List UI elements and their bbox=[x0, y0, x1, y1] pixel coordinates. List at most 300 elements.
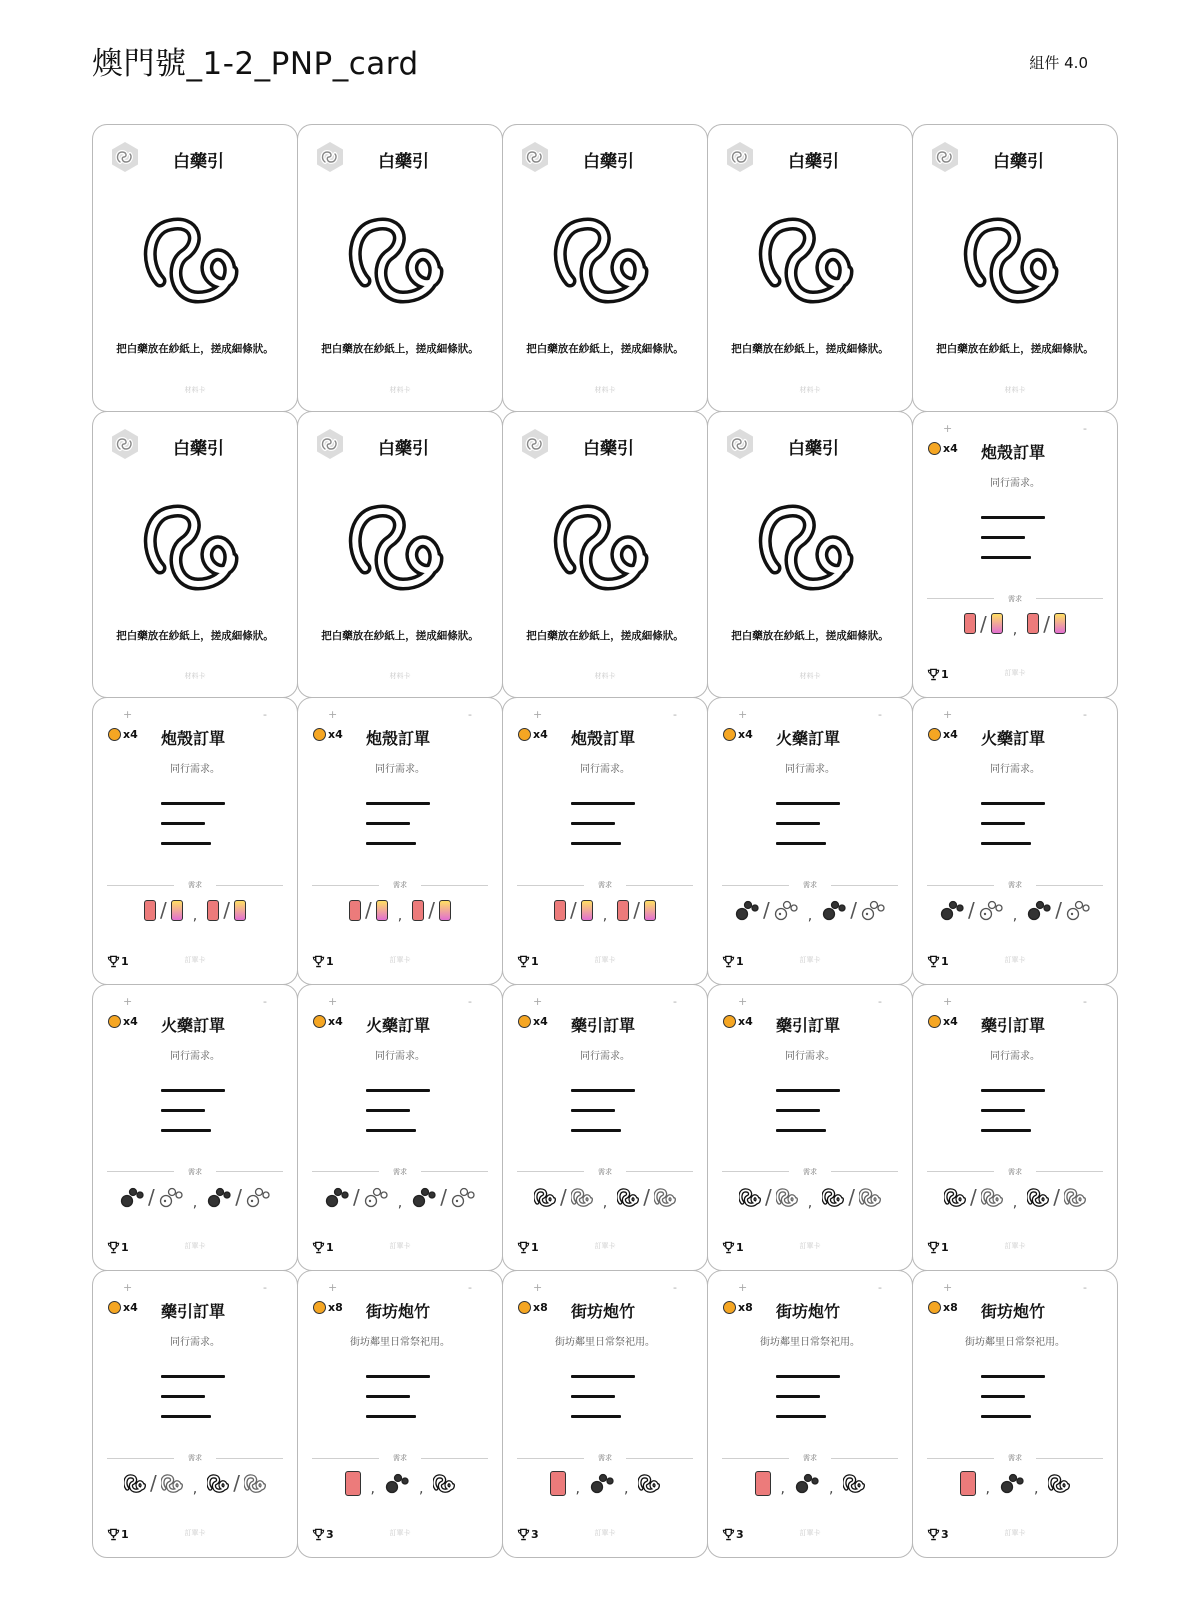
trophy-count: 1 bbox=[941, 668, 949, 682]
card-type-label: 材料卡 bbox=[799, 385, 821, 394]
coin-count: x4 bbox=[123, 1014, 138, 1028]
card-type-label: 材料卡 bbox=[1004, 385, 1026, 394]
requirement-label: 需求 bbox=[1008, 1454, 1022, 1463]
slash-separator: / bbox=[763, 898, 770, 923]
coin-icon bbox=[928, 728, 941, 741]
coin-reward bbox=[723, 1015, 753, 1028]
comma-separator: , bbox=[807, 908, 813, 925]
slash-separator: / bbox=[1055, 898, 1062, 923]
slash-separator: / bbox=[765, 1184, 772, 1209]
order-card bbox=[92, 697, 298, 985]
plus-mark: + bbox=[943, 421, 953, 435]
red-shell-icon bbox=[550, 1471, 566, 1496]
powder-outline-icon bbox=[1066, 899, 1090, 921]
requirement-icons bbox=[93, 896, 297, 924]
card-type-label: 訂單卡 bbox=[594, 1242, 616, 1251]
powder-outline-icon bbox=[861, 899, 885, 921]
coin-reward bbox=[723, 1301, 753, 1314]
card-type-label: 訂單卡 bbox=[184, 1529, 206, 1537]
order-text-lines-icon bbox=[776, 1089, 840, 1133]
trophy-count: 1 bbox=[326, 954, 334, 968]
red-shell-icon bbox=[554, 900, 566, 921]
order-subtitle: 街坊鄰里日常祭祀用。 bbox=[760, 1337, 860, 1349]
material-badge-icon bbox=[314, 428, 346, 460]
requirement-divider bbox=[927, 594, 1103, 604]
material-description: 把白藥放在紗紙上，搓成細條狀。 bbox=[936, 343, 1094, 355]
red-shell-icon bbox=[144, 900, 156, 921]
order-subtitle: 同行需求。 bbox=[170, 1050, 220, 1062]
order-title: 藥引訂單 bbox=[161, 1302, 226, 1322]
comma-separator: , bbox=[370, 1481, 375, 1498]
material-description: 把白藥放在紗紙上，搓成細條狀。 bbox=[116, 343, 274, 355]
minus-mark: - bbox=[263, 708, 267, 722]
order-title: 火藥訂單 bbox=[161, 1015, 226, 1035]
order-title: 炮殼訂單 bbox=[981, 442, 1046, 462]
requirement-label: 需求 bbox=[1008, 881, 1022, 890]
order-card bbox=[502, 697, 708, 985]
coin-reward bbox=[108, 1015, 138, 1028]
requirement-label: 需求 bbox=[598, 881, 612, 890]
requirement-label: 需求 bbox=[393, 1167, 407, 1176]
requirement-divider bbox=[927, 880, 1103, 890]
order-text-lines-icon bbox=[981, 1089, 1045, 1133]
red-shell-icon bbox=[617, 900, 629, 921]
material-title: 白藥引 bbox=[583, 438, 634, 459]
card-type-label: 訂單卡 bbox=[799, 955, 821, 964]
material-description: 把白藥放在紗紙上，搓成細條狀。 bbox=[116, 629, 274, 642]
coin-reward bbox=[313, 728, 343, 741]
coin-count: x4 bbox=[943, 441, 958, 455]
comma-separator: , bbox=[1012, 621, 1018, 638]
requirement-icons bbox=[93, 1469, 297, 1497]
coin-count: x4 bbox=[328, 1014, 343, 1028]
powder-outline-icon bbox=[364, 1186, 388, 1208]
requirement-icons bbox=[503, 896, 707, 924]
powder-icon bbox=[385, 1472, 409, 1494]
minus-mark: - bbox=[468, 994, 472, 1008]
coin-count: x4 bbox=[123, 728, 138, 742]
coin-icon bbox=[928, 442, 941, 455]
coin-reward bbox=[928, 1301, 958, 1314]
slash-separator: / bbox=[968, 898, 975, 923]
material-card bbox=[707, 411, 913, 699]
requirement-icons bbox=[503, 1469, 707, 1497]
minus-mark: - bbox=[1083, 421, 1087, 435]
material-title: 白藥引 bbox=[173, 152, 224, 172]
requirement-label: 需求 bbox=[803, 1167, 817, 1176]
red-shell-icon bbox=[345, 1471, 361, 1496]
material-badge-icon bbox=[724, 141, 756, 173]
order-card bbox=[707, 697, 913, 985]
coin-icon bbox=[313, 728, 326, 741]
red-shell-icon bbox=[755, 1471, 771, 1496]
trophy-count: 1 bbox=[121, 1528, 129, 1541]
minus-mark: - bbox=[468, 708, 472, 722]
slash-separator: / bbox=[148, 1184, 155, 1209]
comma-separator: , bbox=[1012, 1194, 1018, 1211]
order-title: 炮殼訂單 bbox=[161, 729, 226, 749]
order-subtitle: 同行需求。 bbox=[375, 764, 425, 776]
minus-mark: - bbox=[468, 1281, 472, 1295]
gradient-shell-icon bbox=[644, 900, 656, 921]
card-type-label: 訂單卡 bbox=[1004, 669, 1026, 678]
material-title: 白藥引 bbox=[378, 152, 429, 172]
material-badge-icon bbox=[109, 141, 141, 173]
material-badge-icon bbox=[929, 141, 961, 173]
material-card bbox=[707, 124, 913, 412]
fuse-icon bbox=[550, 205, 660, 315]
requirement-icons bbox=[708, 1469, 912, 1497]
powder-outline-icon bbox=[774, 899, 798, 921]
comma-separator: , bbox=[624, 1481, 629, 1498]
powder-icon bbox=[325, 1186, 349, 1208]
coin-reward bbox=[518, 1301, 548, 1314]
slash-separator: / bbox=[428, 898, 435, 923]
trophy-count: 1 bbox=[531, 1241, 539, 1255]
order-card bbox=[502, 1270, 708, 1558]
material-description: 把白藥放在紗紙上，搓成細條狀。 bbox=[526, 629, 684, 642]
order-text-lines-icon bbox=[981, 1375, 1045, 1419]
coin-reward bbox=[313, 1301, 343, 1314]
material-badge-icon bbox=[109, 428, 141, 460]
trophy-count: 3 bbox=[326, 1528, 334, 1541]
order-title: 藥引訂單 bbox=[981, 1015, 1046, 1035]
material-title: 白藥引 bbox=[378, 438, 429, 459]
requirement-divider bbox=[927, 1453, 1103, 1463]
plus-mark: + bbox=[738, 994, 748, 1008]
order-text-lines-icon bbox=[161, 1375, 225, 1419]
material-badge-icon bbox=[519, 141, 551, 173]
order-card bbox=[912, 984, 1118, 1272]
gradient-shell-icon bbox=[234, 900, 246, 921]
coin-count: x4 bbox=[123, 1301, 138, 1315]
gradient-shell-icon bbox=[581, 900, 593, 921]
material-description: 把白藥放在紗紙上，搓成細條狀。 bbox=[321, 629, 479, 642]
trophy-count: 3 bbox=[941, 1528, 949, 1541]
requirement-icons bbox=[503, 1183, 707, 1211]
plus-mark: + bbox=[123, 994, 133, 1008]
coin-reward bbox=[723, 728, 753, 741]
order-text-lines-icon bbox=[366, 1375, 430, 1419]
requirement-icons bbox=[298, 1183, 502, 1211]
slash-separator: / bbox=[980, 611, 987, 636]
plus-mark: + bbox=[533, 994, 543, 1008]
red-shell-icon bbox=[964, 613, 976, 634]
slash-separator: / bbox=[848, 1184, 855, 1209]
coin-reward bbox=[518, 1015, 548, 1028]
red-shell-icon bbox=[960, 1471, 976, 1496]
minus-mark: - bbox=[263, 994, 267, 1008]
material-description: 把白藥放在紗紙上，搓成細條狀。 bbox=[731, 629, 889, 642]
order-title: 藥引訂單 bbox=[776, 1015, 841, 1035]
requirement-label: 需求 bbox=[1008, 594, 1022, 603]
order-card bbox=[502, 984, 708, 1272]
plus-mark: + bbox=[328, 994, 338, 1008]
material-title: 白藥引 bbox=[788, 152, 839, 172]
trophy-count: 1 bbox=[121, 954, 129, 968]
trophy-count: 3 bbox=[736, 1528, 744, 1541]
plus-mark: + bbox=[533, 708, 543, 722]
slash-separator: / bbox=[365, 898, 372, 923]
comma-separator: , bbox=[1012, 908, 1018, 925]
plus-mark: + bbox=[123, 708, 133, 722]
order-card bbox=[92, 984, 298, 1272]
minus-mark: - bbox=[878, 994, 882, 1008]
coin-count: x8 bbox=[328, 1301, 343, 1315]
card-type-label: 訂單卡 bbox=[799, 1242, 821, 1251]
requirement-label: 需求 bbox=[803, 881, 817, 890]
component-version: 組件 4.0 bbox=[1029, 54, 1088, 72]
red-shell-icon bbox=[412, 900, 424, 921]
gradient-shell-icon bbox=[1054, 613, 1066, 634]
fuse-icon bbox=[1027, 1186, 1049, 1208]
order-subtitle: 同行需求。 bbox=[785, 1050, 835, 1062]
order-text-lines-icon bbox=[571, 1089, 635, 1133]
gradient-shell-icon bbox=[171, 900, 183, 921]
slash-separator: / bbox=[850, 898, 857, 923]
fuse-icon bbox=[1048, 1472, 1070, 1494]
fuse-outline-icon bbox=[654, 1186, 676, 1208]
powder-icon bbox=[412, 1186, 436, 1208]
material-description: 把白藥放在紗紙上，搓成細條狀。 bbox=[731, 343, 889, 355]
powder-outline-icon bbox=[159, 1186, 183, 1208]
coin-icon bbox=[723, 1015, 736, 1028]
order-card bbox=[297, 984, 503, 1272]
comma-separator: , bbox=[192, 908, 198, 925]
requirement-divider bbox=[927, 1167, 1103, 1177]
requirement-divider bbox=[107, 1167, 283, 1177]
gradient-shell-icon bbox=[439, 900, 451, 921]
order-title: 藥引訂單 bbox=[571, 1015, 636, 1035]
order-text-lines-icon bbox=[161, 802, 225, 846]
card-type-label: 材料卡 bbox=[184, 672, 206, 681]
coin-icon bbox=[313, 1015, 326, 1028]
card-type-label: 訂單卡 bbox=[184, 955, 206, 964]
slash-separator: / bbox=[223, 898, 230, 923]
fuse-icon bbox=[345, 492, 455, 602]
coin-reward bbox=[928, 728, 958, 741]
requirement-label: 需求 bbox=[188, 1454, 202, 1463]
red-shell-icon bbox=[207, 900, 219, 921]
coin-icon bbox=[928, 1301, 941, 1314]
fuse-icon bbox=[843, 1472, 865, 1494]
coin-icon bbox=[518, 1301, 531, 1314]
material-badge-icon bbox=[314, 141, 346, 173]
requirement-icons bbox=[708, 896, 912, 924]
slash-separator: / bbox=[1043, 611, 1050, 636]
powder-icon bbox=[120, 1186, 144, 1208]
card-type-label: 材料卡 bbox=[594, 385, 616, 394]
order-subtitle: 街坊鄰里日常祭祀用。 bbox=[350, 1337, 450, 1349]
trophy-count: 1 bbox=[736, 1241, 744, 1255]
comma-separator: , bbox=[575, 1481, 580, 1498]
order-title: 炮殼訂單 bbox=[366, 729, 431, 749]
order-title: 街坊炮竹 bbox=[981, 1302, 1046, 1322]
requirement-icons bbox=[913, 896, 1117, 924]
slash-separator: / bbox=[1053, 1184, 1060, 1209]
material-card bbox=[912, 124, 1118, 412]
fuse-outline-icon bbox=[1064, 1186, 1086, 1208]
comma-separator: , bbox=[780, 1481, 785, 1498]
card-type-label: 訂單卡 bbox=[594, 1529, 616, 1537]
card-type-label: 訂單卡 bbox=[799, 1529, 821, 1537]
order-card bbox=[912, 1270, 1118, 1558]
order-text-lines-icon bbox=[161, 1089, 225, 1133]
requirement-label: 需求 bbox=[598, 1167, 612, 1176]
card-type-label: 訂單卡 bbox=[184, 1242, 206, 1251]
requirement-label: 需求 bbox=[1008, 1167, 1022, 1176]
coin-reward bbox=[313, 1015, 343, 1028]
order-card bbox=[707, 984, 913, 1272]
requirement-divider bbox=[722, 1167, 898, 1177]
material-card bbox=[297, 124, 503, 412]
powder-icon bbox=[1000, 1472, 1024, 1494]
order-title: 火藥訂單 bbox=[981, 729, 1046, 749]
slash-separator: / bbox=[570, 898, 577, 923]
card-type-label: 材料卡 bbox=[184, 385, 206, 394]
order-subtitle: 同行需求。 bbox=[170, 1337, 220, 1349]
card-type-label: 材料卡 bbox=[389, 672, 411, 681]
fuse-outline-icon bbox=[981, 1186, 1003, 1208]
fuse-icon bbox=[550, 492, 660, 602]
requirement-icons bbox=[298, 896, 502, 924]
order-subtitle: 同行需求。 bbox=[170, 764, 220, 776]
fuse-outline-icon bbox=[776, 1186, 798, 1208]
fuse-outline-icon bbox=[244, 1472, 266, 1494]
order-title: 火藥訂單 bbox=[366, 1015, 431, 1035]
material-description: 把白藥放在紗紙上，搓成細條狀。 bbox=[526, 343, 684, 355]
coin-reward bbox=[108, 1301, 138, 1314]
fuse-icon bbox=[944, 1186, 966, 1208]
coin-count: x4 bbox=[738, 1014, 753, 1028]
card-type-label: 訂單卡 bbox=[1004, 955, 1026, 964]
minus-mark: - bbox=[1083, 1281, 1087, 1295]
coin-count: x4 bbox=[328, 728, 343, 742]
coin-icon bbox=[723, 728, 736, 741]
material-card bbox=[92, 124, 298, 412]
minus-mark: - bbox=[673, 994, 677, 1008]
material-title: 白藥引 bbox=[583, 152, 634, 172]
coin-count: x8 bbox=[943, 1301, 958, 1315]
gradient-shell-icon bbox=[376, 900, 388, 921]
coin-icon bbox=[928, 1015, 941, 1028]
fuse-icon bbox=[433, 1472, 455, 1494]
requirement-icons bbox=[913, 1469, 1117, 1497]
minus-mark: - bbox=[1083, 994, 1087, 1008]
minus-mark: - bbox=[878, 708, 882, 722]
coin-icon bbox=[108, 1015, 121, 1028]
comma-separator: , bbox=[602, 908, 608, 925]
fuse-outline-icon bbox=[571, 1186, 593, 1208]
trophy-count: 3 bbox=[531, 1528, 539, 1541]
fuse-icon bbox=[638, 1472, 660, 1494]
coin-count: x8 bbox=[738, 1301, 753, 1315]
coin-icon bbox=[313, 1301, 326, 1314]
order-text-lines-icon bbox=[776, 802, 840, 846]
requirement-label: 需求 bbox=[188, 881, 202, 890]
requirement-icons bbox=[93, 1183, 297, 1211]
requirement-label: 需求 bbox=[393, 1454, 407, 1463]
slash-separator: / bbox=[440, 1184, 447, 1209]
fuse-icon bbox=[140, 205, 250, 315]
order-subtitle: 街坊鄰里日常祭祀用。 bbox=[555, 1337, 655, 1349]
order-subtitle: 同行需求。 bbox=[785, 764, 835, 776]
material-card bbox=[502, 124, 708, 412]
material-title: 白藥引 bbox=[788, 438, 839, 459]
slash-separator: / bbox=[160, 898, 167, 923]
coin-count: x8 bbox=[533, 1301, 548, 1315]
comma-separator: , bbox=[192, 1481, 198, 1498]
order-text-lines-icon bbox=[571, 1375, 635, 1419]
coin-count: x4 bbox=[943, 728, 958, 742]
order-title: 街坊炮竹 bbox=[366, 1302, 431, 1322]
minus-mark: - bbox=[1083, 708, 1087, 722]
minus-mark: - bbox=[263, 1281, 267, 1295]
coin-icon bbox=[518, 728, 531, 741]
comma-separator: , bbox=[192, 1194, 198, 1211]
material-badge-icon bbox=[519, 428, 551, 460]
red-shell-icon bbox=[349, 900, 361, 921]
slash-separator: / bbox=[643, 1184, 650, 1209]
slash-separator: / bbox=[150, 1471, 157, 1496]
card-type-label: 材料卡 bbox=[389, 385, 411, 394]
order-text-lines-icon bbox=[776, 1375, 840, 1419]
powder-outline-icon bbox=[979, 899, 1003, 921]
plus-mark: + bbox=[738, 708, 748, 722]
requirement-label: 需求 bbox=[598, 1454, 612, 1463]
requirement-divider bbox=[722, 880, 898, 890]
order-subtitle: 同行需求。 bbox=[580, 1050, 630, 1062]
powder-icon bbox=[1027, 899, 1051, 921]
requirement-label: 需求 bbox=[393, 881, 407, 890]
fuse-icon bbox=[534, 1186, 556, 1208]
plus-mark: + bbox=[533, 1281, 543, 1295]
powder-outline-icon bbox=[246, 1186, 270, 1208]
order-subtitle: 同行需求。 bbox=[990, 477, 1040, 489]
plus-mark: + bbox=[943, 994, 953, 1008]
fuse-icon bbox=[124, 1472, 146, 1494]
requirement-icons bbox=[913, 1183, 1117, 1211]
material-title: 白藥引 bbox=[993, 152, 1044, 172]
slash-separator: / bbox=[353, 1184, 360, 1209]
trophy-count: 1 bbox=[121, 1241, 129, 1255]
coin-count: x4 bbox=[533, 1014, 548, 1028]
coin-reward bbox=[518, 728, 548, 741]
card-type-label: 訂單卡 bbox=[594, 955, 616, 964]
requirement-icons bbox=[913, 610, 1117, 638]
fuse-icon bbox=[755, 205, 865, 315]
requirement-divider bbox=[517, 1167, 693, 1177]
fuse-icon bbox=[822, 1186, 844, 1208]
requirement-icons bbox=[708, 1183, 912, 1211]
material-card bbox=[502, 411, 708, 699]
card-type-label: 訂單卡 bbox=[1004, 1242, 1026, 1251]
slash-separator: / bbox=[970, 1184, 977, 1209]
fuse-icon bbox=[960, 205, 1070, 315]
card-type-label: 材料卡 bbox=[799, 672, 821, 681]
requirement-divider bbox=[312, 1167, 488, 1177]
trophy-count: 1 bbox=[941, 954, 949, 968]
order-subtitle: 同行需求。 bbox=[990, 764, 1040, 776]
powder-icon bbox=[822, 899, 846, 921]
order-card bbox=[297, 1270, 503, 1558]
order-card bbox=[912, 697, 1118, 985]
comma-separator: , bbox=[397, 1194, 403, 1211]
comma-separator: , bbox=[397, 908, 403, 925]
requirement-divider bbox=[107, 1453, 283, 1463]
order-subtitle: 同行需求。 bbox=[990, 1050, 1040, 1062]
fuse-icon bbox=[207, 1472, 229, 1494]
